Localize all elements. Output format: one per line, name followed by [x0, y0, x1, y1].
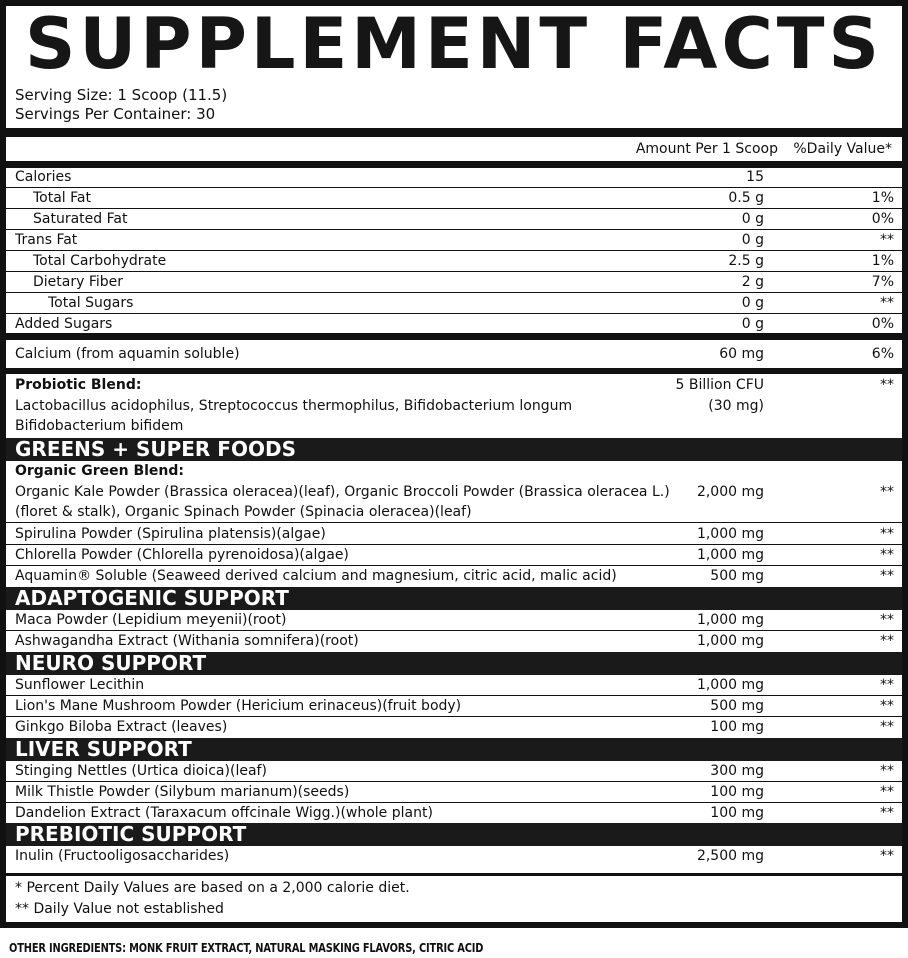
nutrient-name: Added Sugars — [15, 316, 113, 332]
nutrient-amount: 2 g — [741, 274, 764, 290]
section-prebiotic — [6, 823, 902, 846]
nutrient-amount: 2.5 g — [728, 253, 764, 269]
nutrient-amount: 60 mg — [719, 346, 764, 362]
nutrient-amount: 100 mg — [710, 719, 764, 735]
nutrient-amount: 0 g — [741, 295, 764, 311]
probiotic-amount-mg: (30 mg) — [708, 398, 764, 414]
nutrient-name: Aquamin® Soluble (Seaweed derived calcium and magnesium, citric acid, malic acid) — [15, 568, 617, 584]
section-heading: PREBIOTIC SUPPORT — [15, 822, 247, 846]
nutrient-name: Ginkgo Biloba Extract (leaves) — [15, 719, 228, 735]
nutrient-row — [6, 524, 902, 545]
nutrient-row — [6, 545, 902, 566]
green-blend-amount: 2,000 mg — [696, 484, 764, 500]
nutrient-row — [6, 696, 902, 717]
calcium-box — [6, 340, 902, 368]
nutrient-amount: 1,000 mg — [696, 612, 764, 628]
section-heading: ADAPTOGENIC SUPPORT — [15, 586, 289, 610]
daily-value-header: %Daily Value* — [793, 141, 892, 157]
section-adaptogenic — [6, 587, 902, 610]
nutrient-amount: 15 — [746, 169, 764, 185]
nutrient-row — [6, 803, 902, 824]
section-heading: LIVER SUPPORT — [15, 737, 192, 761]
nutrient-name: Inulin (Fructooligosaccharides) — [15, 848, 230, 864]
nutrient-amount: 500 mg — [710, 568, 764, 584]
nutrient-amount: 0 g — [741, 316, 764, 332]
nutrient-name: Total Fat — [33, 190, 91, 206]
organic-green-blend — [6, 461, 902, 523]
nutrient-dv: ** — [880, 612, 894, 628]
nutrient-name: Total Sugars — [48, 295, 134, 311]
nutrient-dv: ** — [880, 295, 894, 311]
nutrient-row — [6, 188, 902, 209]
nutrient-amount: 1,000 mg — [696, 526, 764, 542]
nutrient-amount: 1,000 mg — [696, 547, 764, 563]
nutrient-dv: 0% — [871, 211, 894, 227]
nutrient-name: Calories — [15, 169, 72, 185]
nutrient-dv: 1% — [871, 190, 894, 206]
nutrient-name: Total Carbohydrate — [33, 253, 167, 269]
nutrient-row — [6, 675, 902, 696]
probiotic-amount: 5 Billion CFU — [675, 377, 764, 393]
servings-per-container: Servings Per Container: 30 — [15, 105, 216, 123]
nutrient-row — [6, 230, 902, 251]
nutrient-name: Milk Thistle Powder (Silybum marianum)(seeds) — [15, 784, 350, 800]
nutrient-dv: ** — [880, 763, 894, 779]
green-blend-line-1: Organic Kale Powder (Brassica oleracea)(leaf), Organic Broccoli Powder (Brassica oleracea L.) — [15, 484, 670, 500]
nutrient-name: Dietary Fiber — [33, 274, 124, 290]
nutrient-name: Lion's Mane Mushroom Powder (Hericium erinaceus)(fruit body) — [15, 698, 462, 714]
nutrient-dv: 1% — [871, 253, 894, 269]
other-ingredients: OTHER INGREDIENTS: MONK FRUIT EXTRACT, NATURAL MASKING FLAVORS, CITRIC ACID — [9, 941, 484, 955]
serving-size: Serving Size: 1 Scoop (11.5) — [15, 86, 228, 104]
footnote-not-established: ** Daily Value not established — [15, 901, 224, 917]
nutrient-row — [6, 717, 902, 738]
nutrient-dv: ** — [880, 547, 894, 563]
probiotic-title: Probiotic Blend: — [15, 377, 142, 393]
probiotic-line-2: Bifidobacterium bifidem — [15, 418, 184, 434]
nutrient-row — [6, 272, 902, 293]
amount-header: Amount Per 1 Scoop — [635, 141, 778, 157]
nutrient-name: Spirulina Powder (Spirulina platensis)(algae) — [15, 526, 326, 542]
section-liver — [6, 738, 902, 761]
nutrient-row — [6, 293, 902, 314]
nutrient-amount: 0 g — [741, 211, 764, 227]
nutrient-dv: 6% — [871, 346, 894, 362]
nutrient-dv: ** — [880, 805, 894, 821]
nutrient-row — [6, 167, 902, 188]
nutrient-dv: ** — [880, 633, 894, 649]
nutrient-dv: ** — [880, 232, 894, 248]
nutrient-name: Trans Fat — [15, 232, 78, 248]
probiotic-blend — [6, 375, 902, 436]
nutrient-dv: ** — [880, 526, 894, 542]
nutrient-name: Calcium (from aquamin soluble) — [15, 346, 240, 362]
nutrient-row-calcium — [6, 344, 902, 365]
nutrient-amount: 0 g — [741, 232, 764, 248]
nutrient-amount: 500 mg — [710, 698, 764, 714]
nutrient-dv: 0% — [871, 316, 894, 332]
probiotic-dv: ** — [880, 377, 894, 393]
green-blend-line-2: (floret & stalk), Organic Spinach Powder (Spinacia oleracea)(leaf) — [15, 504, 472, 520]
footnote-percent-dv: * Percent Daily Values are based on a 2,000 calorie diet. — [15, 880, 410, 896]
nutrient-row — [6, 566, 902, 587]
panel-title: SUPPLEMENT FACTS — [25, 3, 883, 85]
nutrient-row — [6, 314, 902, 335]
nutrient-name: Saturated Fat — [33, 211, 128, 227]
column-header-box — [6, 137, 902, 161]
nutrient-amount: 1,000 mg — [696, 633, 764, 649]
footnotes-box — [6, 876, 902, 922]
nutrient-dv: ** — [880, 719, 894, 735]
green-blend-dv: ** — [880, 484, 894, 500]
nutrient-dv: 7% — [871, 274, 894, 290]
probiotic-line-1: Lactobacillus acidophilus, Streptococcus thermophilus, Bifidobacterium longum — [15, 398, 573, 414]
nutrient-row — [6, 209, 902, 230]
nutrient-row — [6, 251, 902, 272]
nutrient-name: Maca Powder (Lepidium meyenii)(root) — [15, 612, 287, 628]
nutrient-row — [6, 846, 902, 867]
section-greens — [6, 438, 902, 461]
nutrient-dv: ** — [880, 848, 894, 864]
nutrient-row — [6, 610, 902, 631]
section-heading: GREENS + SUPER FOODS — [15, 437, 296, 461]
nutrient-amount: 2,500 mg — [696, 848, 764, 864]
section-heading: NEURO SUPPORT — [15, 651, 207, 675]
nutrient-name: Sunflower Lecithin — [15, 677, 145, 693]
nutrient-row — [6, 782, 902, 803]
nutrient-name: Dandelion Extract (Taraxacum offcinale Wigg.)(whole plant) — [15, 805, 433, 821]
nutrient-name: Chlorella Powder (Chlorella pyrenoidosa)(algae) — [15, 547, 349, 563]
section-neuro — [6, 652, 902, 675]
nutrient-row — [6, 631, 902, 652]
nutrient-dv: ** — [880, 568, 894, 584]
nutrient-amount: 0.5 g — [728, 190, 764, 206]
nutrient-name: Stinging Nettles (Urtica dioica)(leaf) — [15, 763, 267, 779]
nutrient-dv: ** — [880, 677, 894, 693]
nutrient-row — [6, 761, 902, 782]
nutrient-dv: ** — [880, 698, 894, 714]
nutrient-dv: ** — [880, 784, 894, 800]
nutrient-amount: 100 mg — [710, 805, 764, 821]
nutrient-name: Ashwagandha Extract (Withania somnifera)(root) — [15, 633, 359, 649]
green-blend-title: Organic Green Blend: — [15, 463, 184, 479]
nutrient-amount: 300 mg — [710, 763, 764, 779]
nutrient-amount: 100 mg — [710, 784, 764, 800]
nutrient-amount: 1,000 mg — [696, 677, 764, 693]
